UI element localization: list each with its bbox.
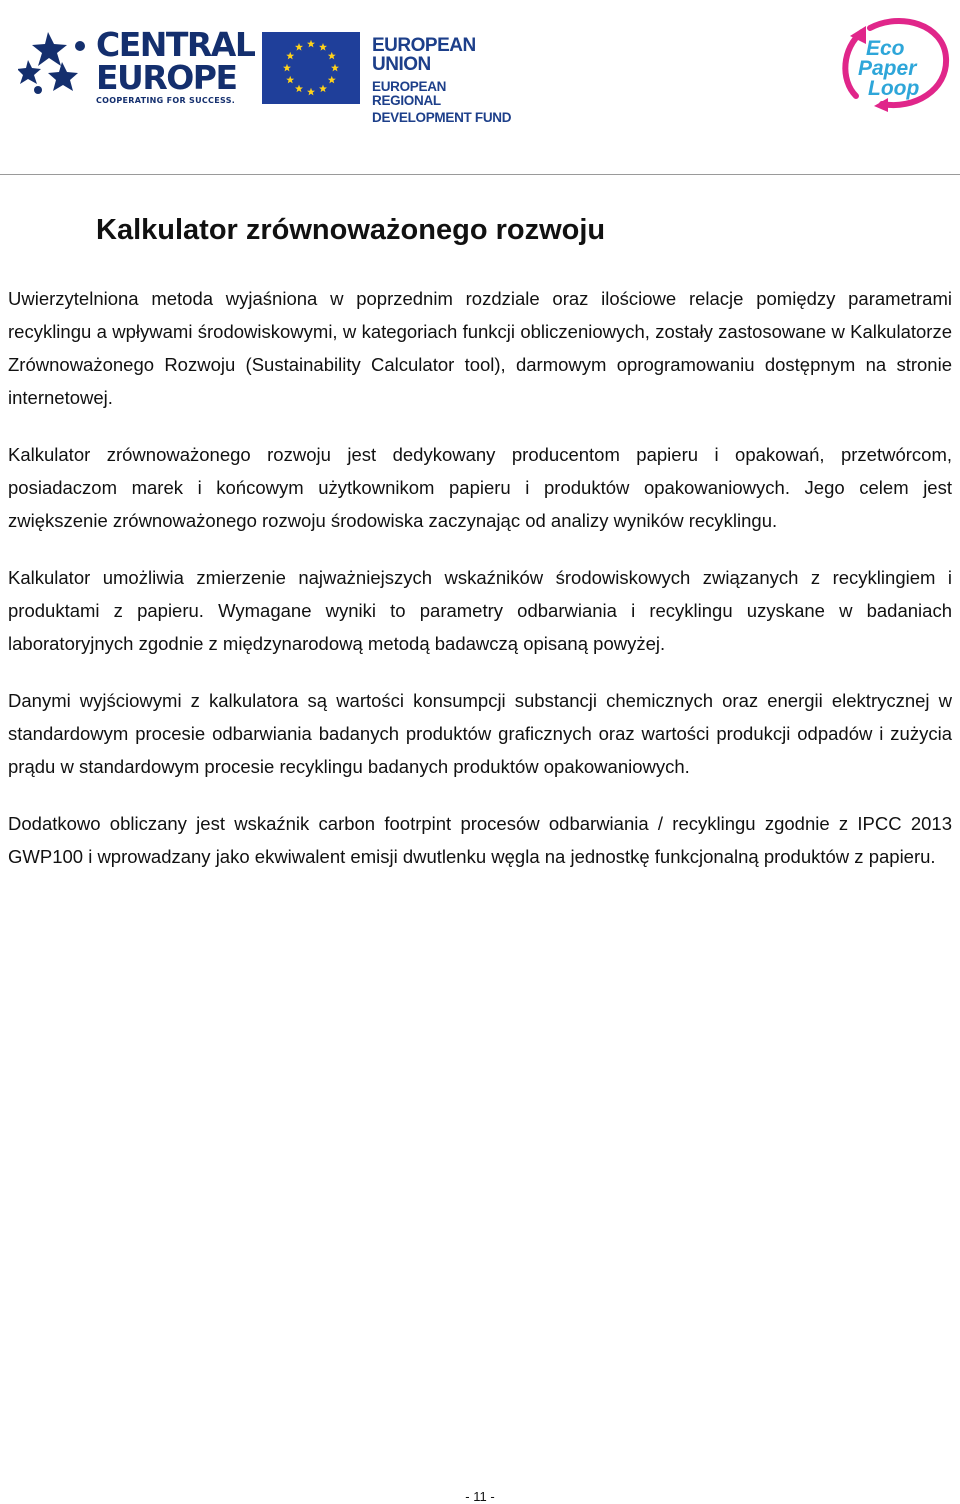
eco-logo-word3: Loop <box>868 77 920 100</box>
paragraph: Dodatkowo obliczany jest wskaźnik carbon footrpint procesów odbarwiania / recyklingu zgodnie z IPCC 2013 GWP100 i wprowadzany jako ekwiwalent emisji dwutlenku węgla na jednostkę funkcjonalną produktów z papieru. <box>8 813 952 867</box>
central-europe-logo-line1: CENTRAL <box>96 25 255 64</box>
paragraph: Danymi wyjściowymi z kalkulatora są wartości konsumpcji substancji chemicznych oraz energii elektrycznej w standardowym procesie odbarwiania badanych produktów graficznych oraz wartości produkcji odpadów i zużycia prądu w standardowym procesie recyklingu badanych produktów opakowaniowych. <box>8 690 952 777</box>
european-union-logo <box>262 30 512 125</box>
central-europe-emblem-icon <box>18 28 92 100</box>
paragraph: Kalkulator umożliwia zmierzenie najważniejszych wskaźników środowiskowych związanych z recyklingiem i produktami z papieru. Wymagane wyniki to parametry odbarwiania i recyklingu uzyskane w badaniach laboratoryjnych zgodnie z międzynarodową metodą badawczą opisaną powyżej. <box>8 567 952 654</box>
eu-logo-line1: EUROPEAN UNION <box>372 35 476 75</box>
central-europe-logo-line2: EUROPE <box>96 58 237 97</box>
page-header <box>0 0 960 125</box>
central-europe-logo <box>18 22 255 114</box>
eu-flag-icon <box>262 32 360 104</box>
central-europe-logo-tagline: COOPERATING FOR SUCCESS. <box>96 96 236 105</box>
eu-logo-line3: DEVELOPMENT FUND <box>372 110 512 125</box>
eco-logo-word2: Paper <box>858 57 917 80</box>
paragraph: Kalkulator zrównoważonego rozwoju jest dedykowany producentom papieru i opakowań, przetwórcom, posiadaczom marek i końcowym użytkownikom papieru i produktów opakowaniowych. Jego celem jest zwiększenie zrównoważonego rozwoju środowiska zaczynając od analizy wyników recyklingu. <box>8 444 952 531</box>
page-number: - 11 - <box>465 1489 495 1504</box>
header-divider <box>0 174 960 175</box>
eco-paper-loop-logo <box>836 14 952 114</box>
document-body <box>8 282 952 897</box>
paragraph: Uwierzytelniona metoda wyjaśniona w poprzednim rozdziale oraz ilościowe relacje pomiędzy parametrami recyklingu a wpływami środowiskowymi, w kategoriach funkcji obliczeniowych, zostały zastosowane w Kalkulatorze Zrównoważonego Rozwoju (Sustainability Calculator tool), darmowym oprogramowaniu dostępnym na stronie internetowej. <box>8 288 952 408</box>
document-title: Kalkulator zrównoważonego rozwoju <box>96 214 606 246</box>
eu-logo-line2: EUROPEAN REGIONAL <box>372 79 447 108</box>
eco-logo-word1: Eco <box>866 37 905 60</box>
